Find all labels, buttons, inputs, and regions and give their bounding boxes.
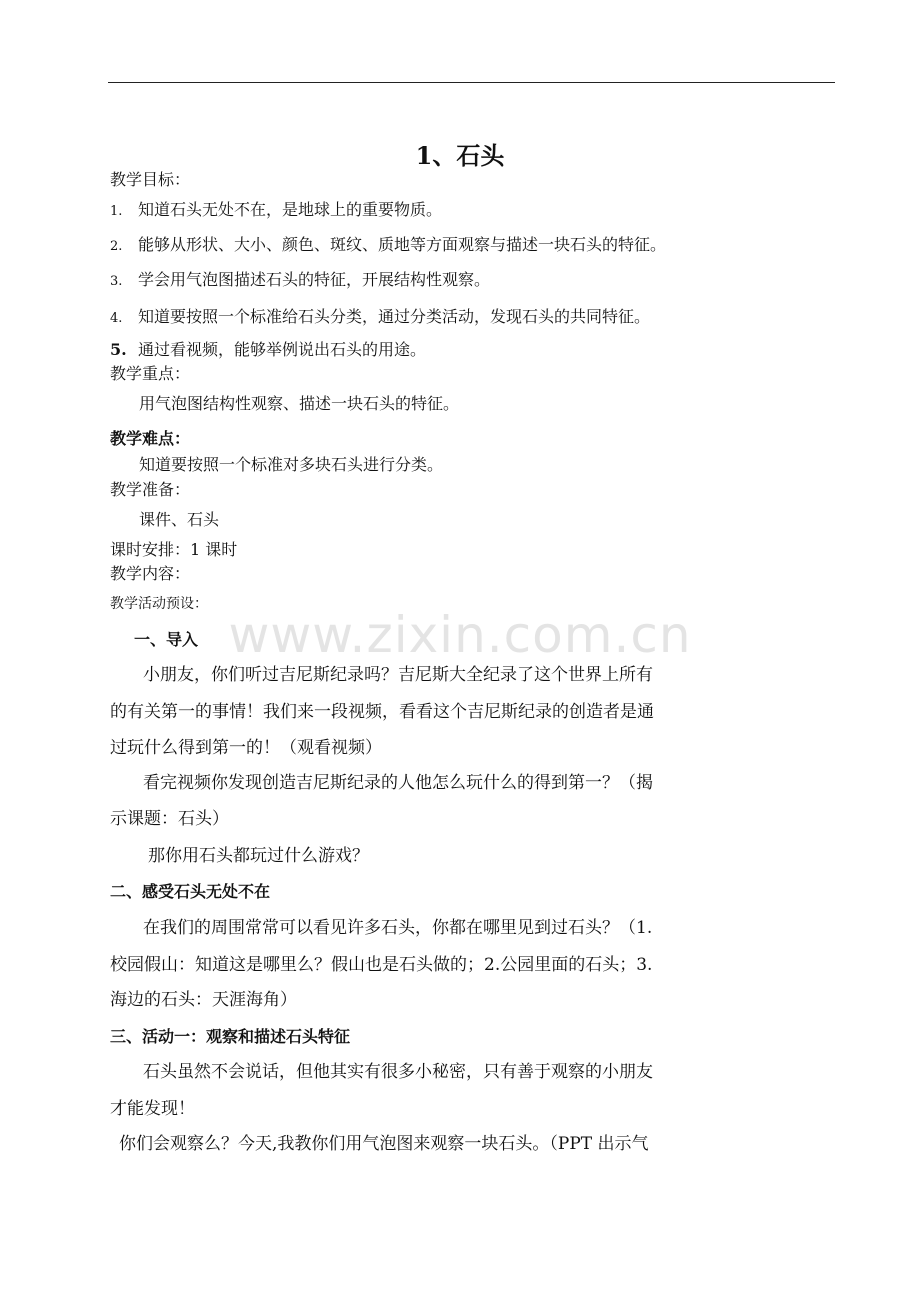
part3-heading: 三、活动一：观察和描述石头特征 [110, 1027, 351, 1046]
part2-heading: 二、感受石头无处不在 [110, 882, 271, 901]
paragraph-line: 在我们的周围常常可以看见许多石头，你都在哪里见到过石头？（1. [143, 918, 653, 938]
watermark: www.zixin.com.cn [228, 606, 692, 664]
activity-heading: 教学活动预设： [110, 596, 208, 612]
objective-item [110, 307, 650, 329]
key-points-text: 用气泡图结构性观察、描述一块石头的特征。 [139, 394, 460, 413]
paragraph-line: 过玩什么得到第一的！（观看视频） [110, 738, 382, 758]
paragraph-line: 看完视频你发现创造吉尼斯纪录的人他怎么玩什么的得到第一？（揭 [143, 773, 653, 793]
objective-number: 4. [110, 311, 123, 326]
paragraph-line: 示课题：石头） [110, 809, 229, 829]
objective-number: 1. [110, 204, 123, 219]
objective-number: 2. [110, 239, 123, 254]
header-rule [108, 82, 835, 83]
content-heading: 教学内容： [110, 564, 191, 583]
objective-text: 知道石头无处不在，是地球上的重要物质。 [138, 200, 443, 219]
prep-heading: 教学准备： [110, 480, 191, 499]
objective-number: 5. [110, 340, 127, 359]
paragraph-line: 那你用石头都玩过什么游戏？ [148, 846, 369, 866]
difficulty-heading: 教学难点： [110, 429, 191, 448]
objective-text: 知道要按照一个标准给石头分类，通过分类活动，发现石头的共同特征。 [138, 307, 651, 326]
objectives-heading: 教学目标： [110, 170, 191, 189]
part1-heading: 一、导入 [134, 630, 199, 649]
paragraph-line: 你们会观察么？今天,我教你们用气泡图来观察一块石头。（PPT 出示气 [119, 1134, 649, 1154]
objective-number: 3. [110, 274, 123, 289]
objective-text: 能够从形状、大小、颜色、斑纹、质地等方面观察与描述一块石头的特征。 [138, 235, 667, 254]
paragraph-line: 石头虽然不会说话，但他其实有很多小秘密，只有善于观察的小朋友 [143, 1062, 653, 1082]
objective-text: 通过看视频，能够举例说出石头的用途。 [138, 340, 427, 359]
schedule-line: 课时安排：1 课时 [110, 540, 238, 559]
difficulty-text: 知道要按照一个标准对多块石头进行分类。 [139, 455, 444, 474]
objective-item [110, 235, 666, 257]
paragraph-line: 的有关第一的事情！我们来一段视频，看看这个吉尼斯纪录的创造者是通 [110, 702, 654, 722]
paragraph-line: 才能发现！ [110, 1099, 195, 1119]
prep-text: 课件、石头 [139, 510, 220, 529]
key-points-heading: 教学重点： [110, 364, 191, 383]
objective-item [110, 200, 442, 222]
paragraph-line: 校园假山：知道这是哪里么？假山也是石头做的；2.公园里面的石头；3. [110, 955, 653, 975]
objective-item [110, 340, 426, 360]
objective-item [110, 270, 490, 292]
objective-text: 学会用气泡图描述石头的特征，开展结构性观察。 [138, 270, 491, 289]
paragraph-line: 海边的石头：天涯海角） [110, 990, 297, 1010]
paragraph-line: 小朋友，你们听过吉尼斯纪录吗？吉尼斯大全纪录了这个世界上所有 [143, 665, 653, 685]
page-title: 1、石头 [415, 141, 505, 170]
